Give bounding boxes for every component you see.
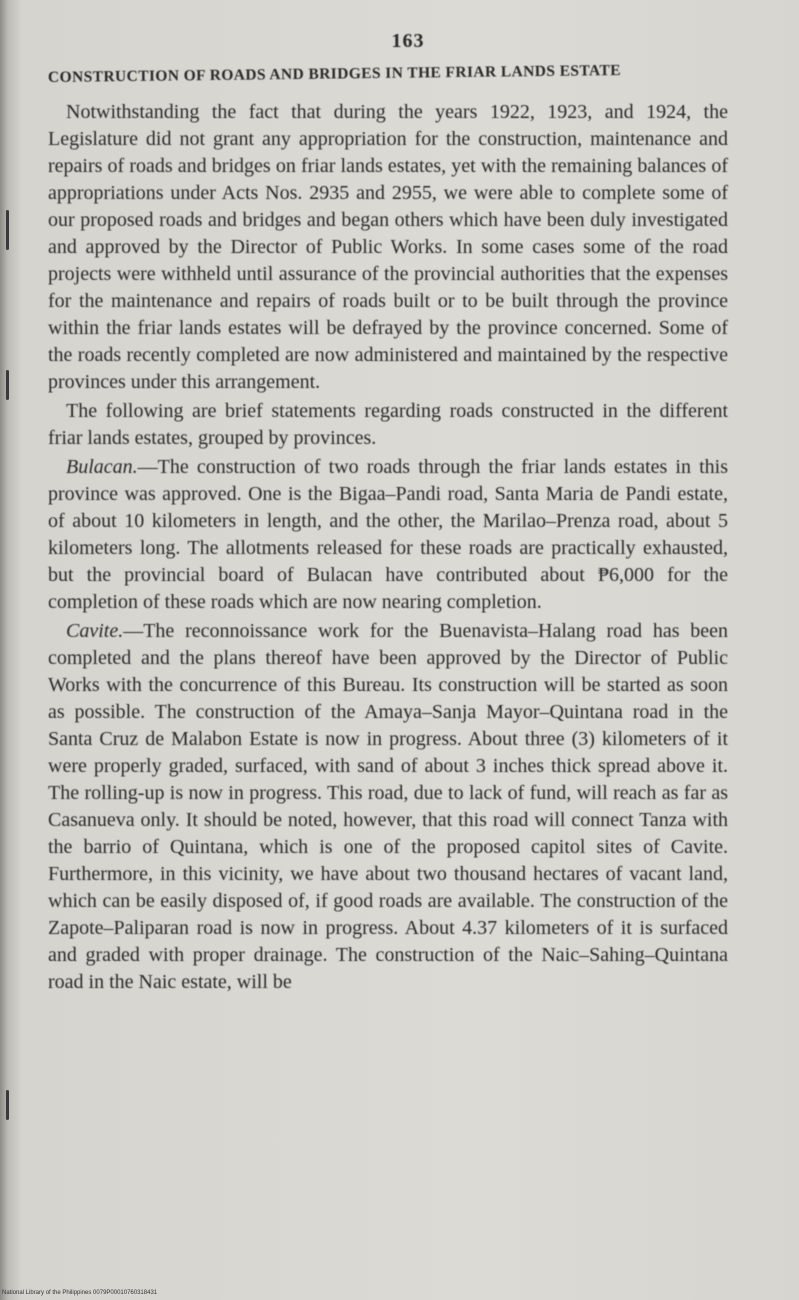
- paragraph-text: Notwithstanding the fact that during the years 1922, 1923, and 1924, the Legislature did not grant any appropriation for the construction, maintenance and repairs of roads and bridges on friar lands estates, yet with the remaining balances of appropriations under Acts Nos. 2935 and 2955, we were able to complete some of our proposed roads and bridges and began others which have been duly investigated and approved by the Director of Public Works. In some cases some of the road projects were withheld until assurance of the provincial authorities that the expenses for the maintenance and repairs of roads built or to be built through the province within the friar lands estates will be defrayed by the province concerned. Some of the roads recently completed are now administered and maintained by the respective provinces under this arrangement.: [48, 101, 728, 393]
- binding-shadow: [6, 210, 9, 250]
- section-heading: CONSTRUCTION OF ROADS AND BRIDGES IN THE FRIAR LANDS ESTATE: [47, 62, 622, 86]
- paragraph-text: —The construction of two roads through the friar lands estates in this province was approved. One is the Bigaa–Pandi road, Santa Maria de Pandi estate, of about 10 kilometers in length, and the other, the Marilao–Prenza road, about 5 kilometers long. The allotments released for these roads are practically exhausted, but the provincial board of Bulacan have contributed about ₱6,000 for the completion of these roads which are now nearing completion.: [48, 456, 728, 613]
- paragraph-intro: [48, 99, 728, 396]
- binding-shadow: [6, 370, 9, 400]
- binding-shadow: [6, 1090, 9, 1120]
- province-lead-in: Bulacan.: [66, 456, 138, 478]
- page-number: 163: [391, 30, 425, 52]
- archive-footer: National Library of the Philippines 0079P000107603184​31: [2, 1290, 158, 1296]
- paragraph-cavite: [48, 618, 728, 996]
- paragraph-summary: [48, 398, 728, 452]
- paragraph-text: —The reconnoissance work for the Buenavista–Halang road has been completed and the plans thereof have been approved by the Director of Public Works with the concurrence of this Bureau. Its construction will be started as soon as possible. The construction of the Amaya–Sanja Mayor–Quintana road in the Santa Cruz de Malabon Estate is now in progress. About three (3) kilometers of it were properly graded, surfaced, with sand of about 3 inches thick spread above it. The rolling-up is now in progress. This road, due to lack of fund, will reach as far as Casanueva only. It should be noted, however, that this road will connect Tanza with the barrio of Quintana, which is one of the proposed capitol sites of Cavite. Furthermore, in this vicinity, we have about two thousand hectares of vacant land, which can be easily disposed of, if good roads are available. The construction of the Zapote–Paliparan road is now in progress. About 4.37 kilometers of it is surfaced and graded with proper drainage. The construction of the Naic–Sahing–Quintana road in the Naic estate, will be: [48, 620, 728, 993]
- paragraph-bulacan: [48, 454, 728, 616]
- page-body: [48, 30, 728, 998]
- province-lead-in: Cavite.: [66, 620, 124, 642]
- paragraph-text: The following are brief statements regarding roads constructed in the different friar lands estates, grouped by provinces.: [48, 400, 728, 449]
